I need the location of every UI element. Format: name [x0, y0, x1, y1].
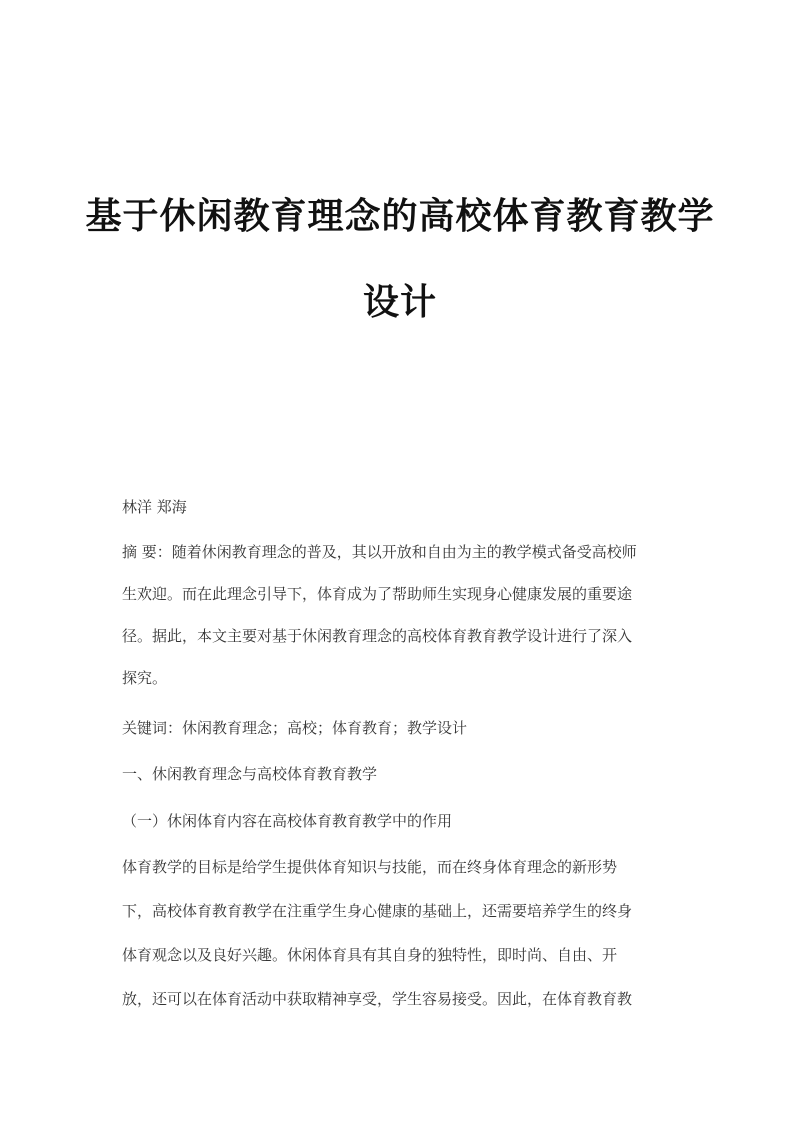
abstract-line: 生欢迎。而在此理念引导下，体育成为了帮助师生实现身心健康发展的重要途 — [122, 585, 633, 603]
abstract-line: 摘 要：随着休闲教育理念的普及，其以开放和自由为主的教学模式备受高校师 — [122, 543, 637, 561]
abstract — [122, 541, 682, 689]
keywords — [122, 717, 682, 739]
document-title-line-1: 基于休闲教育理念的高校体育教育教学 — [85, 195, 715, 237]
authors — [122, 496, 682, 518]
document-title-line-2: 设计 — [362, 281, 437, 323]
body-line: 体育教学的目标是给学生提供体育知识与技能，而在终身体育理念的新形势 — [122, 858, 618, 876]
subsection-heading-text: （一）休闲体育内容在高校体育教育教学中的作用 — [122, 812, 453, 830]
subsection-heading — [122, 810, 682, 832]
abstract-line: 径。据此，本文主要对基于休闲教育理念的高校体育教育教学设计进行了深入 — [122, 627, 633, 645]
body-line: 放，还可以在体育活动中获取精神享受，学生容易接受。因此，在体育教育教 — [122, 990, 633, 1008]
section-heading-text: 一、休闲教育理念与高校体育教育教学 — [122, 765, 378, 783]
body-paragraph — [122, 856, 682, 1010]
section-heading — [122, 763, 682, 785]
body-line: 体育观念以及良好兴趣。休闲体育具有其自身的独特性，即时尚、自由、开 — [122, 946, 618, 964]
authors-text: 林洋 郑海 — [122, 498, 187, 516]
body-line: 下，高校体育教育教学在注重学生身心健康的基础上，还需要培养学生的终身 — [122, 902, 633, 920]
abstract-line: 探究。 — [122, 669, 168, 687]
keywords-text: 关键词：休闲教育理念；高校；体育教育；教学设计 — [122, 719, 468, 737]
